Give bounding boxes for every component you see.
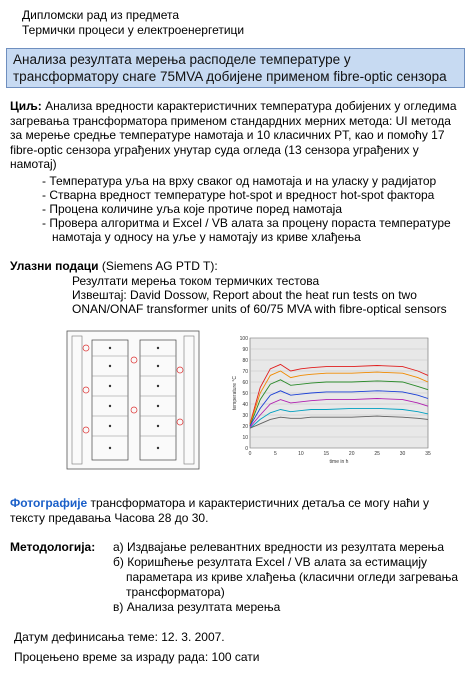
course-header (22, 8, 244, 38)
photos-label: Фотографије (10, 496, 88, 510)
x-tick-label: 25 (374, 451, 380, 457)
goal-bullet-4: - Провера алгоритма и Excel / VB алата за процену пораста температуре (42, 216, 451, 230)
sensor-layout-diagram (66, 330, 200, 470)
temperature-chart (228, 330, 434, 470)
photos-paragraph (10, 496, 466, 525)
topic-date: Датум дефинисања теме: 12. 3. 2007. (14, 630, 225, 644)
y-tick-label: 40 (242, 402, 248, 408)
methodology-item-c: в) Анализа резултата мерења (113, 600, 281, 614)
y-tick-label: 70 (242, 369, 248, 375)
goal-text: Анализа вредности карактеристичних температура добијених у огледима загревања трансформатора применом стандардних мерних метода: UI метода за мерење средње температуре намотаја и 10 класичних PT, као и помоћу 17 fibre-optic сензора уграђених унутар суда огледа (13 сензора уграђених у намотај) (10, 99, 457, 172)
y-tick-label: 90 (242, 347, 248, 353)
y-tick-label: 80 (242, 358, 248, 364)
y-tick-label: 30 (242, 413, 248, 419)
header-line-1: Дипломски рад из предмета (22, 8, 180, 22)
y-tick-label: 100 (239, 336, 248, 342)
y-tick-label: 0 (245, 446, 248, 452)
x-tick-label: 5 (274, 451, 277, 457)
methodology-item-a: а) Издвајање релевантних вредности из резултата мерења (113, 540, 445, 554)
x-tick-label: 15 (323, 451, 330, 457)
input-data-label: Улазни подаци (10, 259, 99, 273)
methodology-item-b-cont-1: параметара из криве хлађења (класични огледи загревања (126, 570, 459, 584)
goal-bullet-1: - Температура уља на врху сваког од намотаја и на уласку у радијатор (42, 174, 437, 188)
goal-paragraph (10, 99, 466, 172)
input-data-heading (10, 259, 218, 274)
y-tick-label: 60 (242, 380, 248, 386)
y-tick-label: 10 (242, 435, 248, 441)
y-axis-label: temperature °C (232, 376, 238, 410)
methodology-item-b: б) Коришћење резултата Excel / VB алата за естимацију (113, 555, 427, 569)
x-axis-label: time in h (329, 459, 349, 465)
goal-bullet-2: - Стварна вредност температуре hot-spot и вредност hot-spot фактора (42, 188, 435, 202)
goal-bullet-4-cont: намотаја у односу на уље у намотају из криве хлађења (52, 230, 361, 244)
thesis-title-box (6, 48, 465, 88)
thesis-title-line-2: трансформатору снаге 75MVA добијене применом fibre-optic сензора (13, 69, 447, 84)
methodology-item-b-cont-2: трансформатора) (126, 585, 225, 599)
methodology-label: Методологија: (10, 540, 96, 554)
x-tick-label: 0 (248, 451, 252, 457)
x-tick-label: 20 (348, 451, 355, 457)
thesis-title-line-1: Анализа резултата мерења расподеле температуре у (13, 52, 351, 67)
header-line-2: Термички процеси у електроенергетици (22, 23, 245, 37)
input-data-line-3: ONAN/ONAF transformer units of 60/75 MVA with fibre-optical sensors (72, 302, 447, 316)
y-tick-label: 20 (242, 424, 248, 430)
input-data-source: (Siemens AG PTD T): (98, 259, 218, 273)
x-tick-label: 30 (399, 451, 406, 457)
x-tick-label: 35 (425, 451, 431, 457)
goal-label: Циљ: (10, 99, 42, 113)
input-data-line-1: Резултати мерења током термичких тестова (72, 274, 320, 288)
photos-text: трансформатора и карактеристичних детаља се могу наћи у тексту предавања Часова 28 до 30. (10, 496, 429, 525)
y-tick-label: 50 (242, 391, 248, 397)
goal-bullet-3: - Процена количине уља које протиче поред намотаја (42, 202, 343, 216)
x-tick-label: 10 (298, 451, 304, 457)
estimated-time: Процењено време за израду рада: 100 сати (14, 650, 260, 664)
input-data-line-2: Извештај: David Dossow, Report about the heat run tests on two (72, 288, 417, 302)
